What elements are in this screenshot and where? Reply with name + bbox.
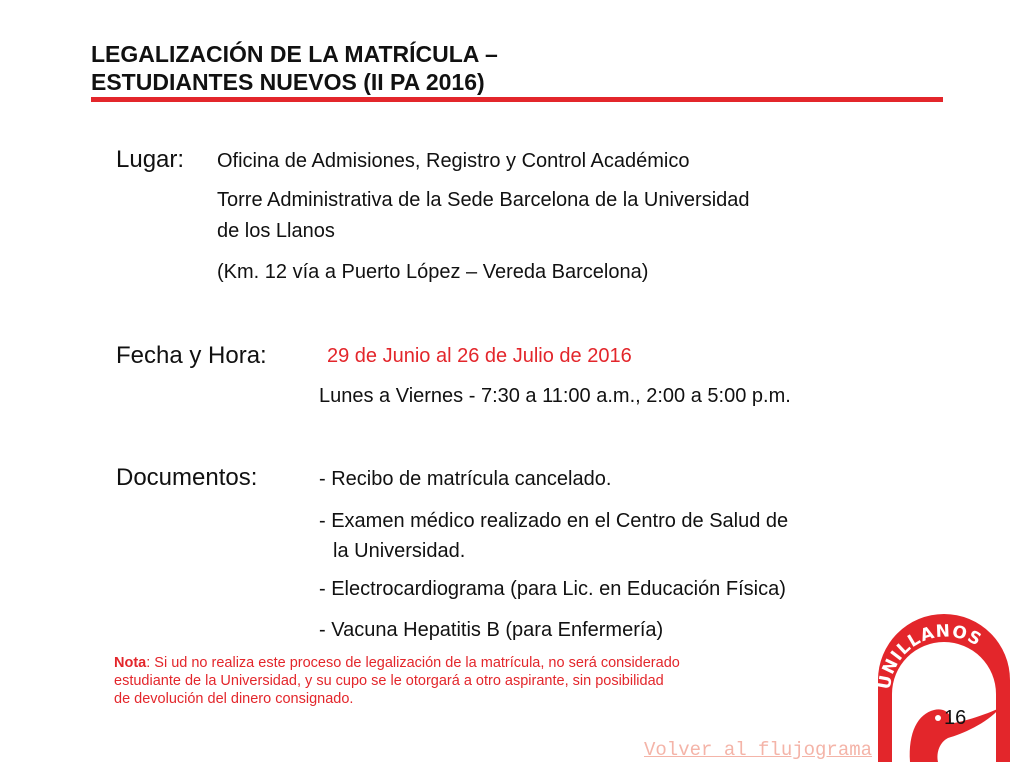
note-line-3: de devolución del dinero consignado. bbox=[114, 691, 354, 707]
logo-text: UNILLANOS bbox=[874, 621, 986, 691]
lugar-line-2b: de los Llanos bbox=[217, 220, 335, 242]
note-line-2: estudiante de la Universidad, y su cupo se le otorgará a otro aspirante, sin posibilidad bbox=[114, 673, 664, 689]
lugar-line-1: Oficina de Admisiones, Registro y Control Académico bbox=[217, 150, 690, 172]
page-title bbox=[91, 40, 498, 96]
title-line-2: ESTUDIANTES NUEVOS (II PA 2016) bbox=[91, 69, 485, 95]
fecha-hours: Lunes a Viernes - 7:30 a 11:00 a.m., 2:00 a 5:00 p.m. bbox=[319, 385, 791, 407]
note-paragraph bbox=[114, 654, 814, 708]
lugar-line-3: (Km. 12 vía a Puerto López – Vereda Barcelona) bbox=[217, 261, 649, 283]
documentos-item-1: - Recibo de matrícula cancelado. bbox=[319, 468, 612, 490]
back-to-flowchart-link[interactable]: Volver al flujograma bbox=[644, 739, 873, 761]
documentos-item-2a: - Examen médico realizado en el Centro de Salud de bbox=[319, 510, 789, 532]
title-line-1: LEGALIZACIÓN DE LA MATRÍCULA – bbox=[91, 41, 498, 67]
documentos-label: Documentos: bbox=[116, 464, 258, 491]
documentos-item-3: - Electrocardiograma (para Lic. en Educación Física) bbox=[319, 578, 786, 600]
documentos-item-4: - Vacuna Hepatitis B (para Enfermería) bbox=[319, 619, 664, 641]
lugar-line-2a: Torre Administrativa de la Sede Barcelona de la Universidad bbox=[217, 189, 750, 211]
note-line-1-text: : Si ud no realiza este proceso de legalización de la matrícula, no será considerado bbox=[146, 655, 680, 671]
title-underline bbox=[91, 97, 943, 102]
documentos-item-2b: la Universidad. bbox=[333, 540, 466, 562]
fecha-label: Fecha y Hora: bbox=[116, 342, 267, 369]
fecha-dates: 29 de Junio al 26 de Julio de 2016 bbox=[327, 345, 632, 367]
unillanos-logo bbox=[870, 612, 1018, 764]
note-label: Nota bbox=[114, 655, 147, 671]
lugar-label: Lugar: bbox=[116, 146, 185, 173]
page-number: 16 bbox=[944, 707, 967, 729]
note-line-1 bbox=[114, 654, 814, 672]
